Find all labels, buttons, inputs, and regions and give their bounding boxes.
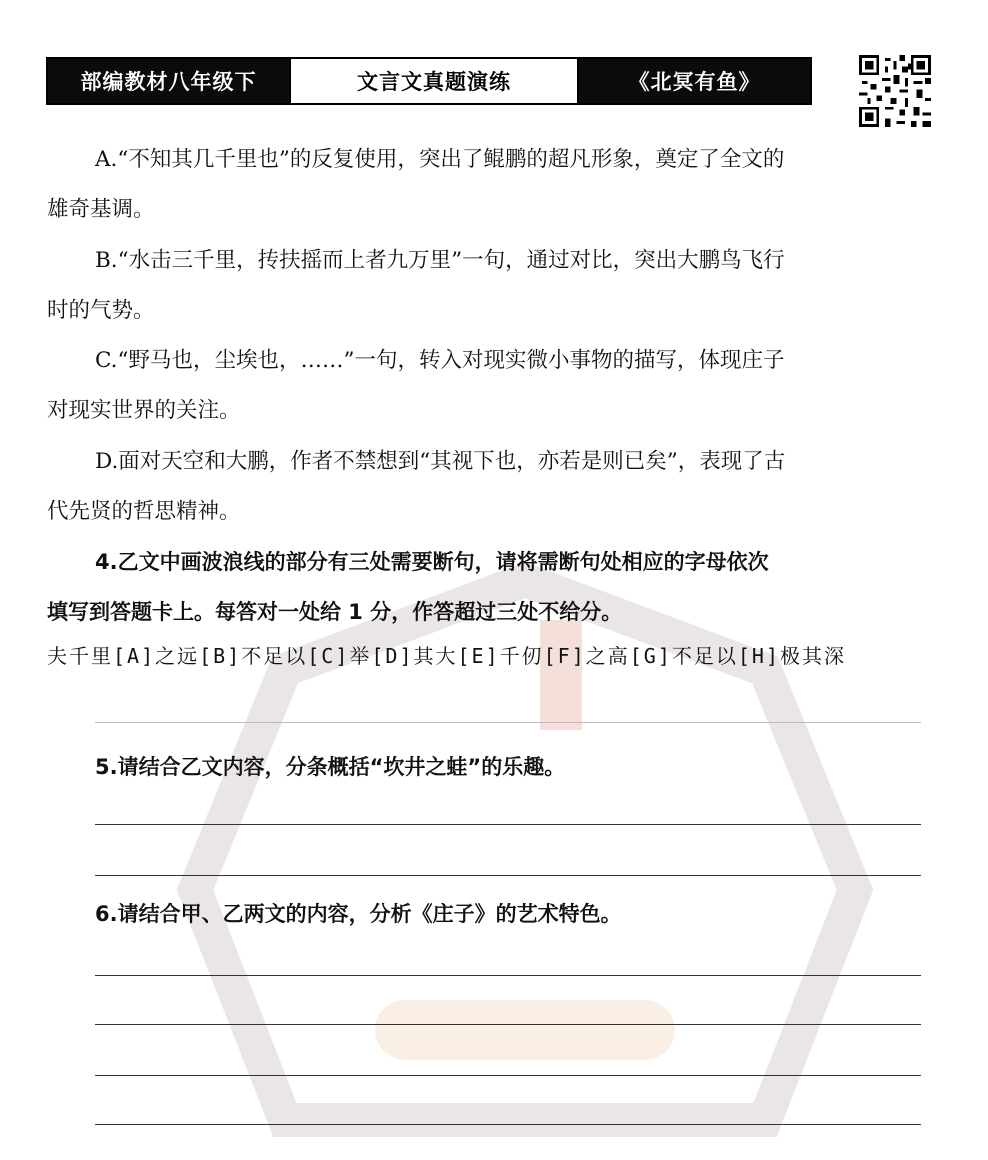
question-4: 4.乙文中画波浪线的部分有三处需要断句，请将需断句处相应的字母依次 填写到答题卡上。每答对一处给 1 分，作答超过三处不给分。 — [47, 550, 769, 624]
answer-line-q6-3[interactable] — [95, 1075, 921, 1076]
answer-line-q5-2[interactable] — [95, 875, 921, 876]
header-lesson: 《北冥有鱼》 — [579, 59, 810, 103]
header-title: 文言文真题演练 — [289, 59, 579, 103]
option-d: D.面对天空和大鹏，作者不禁想到“其视下也，亦若是则已矣”，表现了古 代先贤的哲思精神。 — [47, 449, 786, 524]
qr-code-icon — [858, 55, 932, 127]
answer-line-q4[interactable] — [95, 722, 921, 723]
option-b: B.“水击三千里，抟扶摇而上者九万里”一句，通过对比，突出大鹏鸟飞行 时的气势。 — [47, 248, 785, 323]
header-bar — [46, 57, 812, 105]
option-a: A.“不知其几千里也”的反复使用，突出了鲲鹏的超凡形象，奠定了全文的 雄奇基调。 — [47, 147, 785, 222]
answer-line-q5-1[interactable] — [95, 824, 921, 825]
punctuation-sentence: 夫千里[A]之远[B]不足以[C]举[D]其大[E]千仞[F]之高[G]不足以[H]极其深 — [47, 644, 846, 668]
question-6: 6.请结合甲、乙两文的内容，分析《庄子》的艺术特色。 — [95, 902, 622, 926]
answer-line-q6-4[interactable] — [95, 1124, 921, 1125]
header-grade: 部编教材八年级下 — [48, 59, 289, 103]
option-c: C.“野马也，尘埃也，……”一句，转入对现实微小事物的描写，体现庄子 对现实世界的关注。 — [47, 348, 785, 423]
question-5: 5.请结合乙文内容，分条概括“坎井之蛙”的乐趣。 — [95, 755, 566, 779]
answer-line-q6-2[interactable] — [95, 1024, 921, 1025]
answer-line-q6-1[interactable] — [95, 975, 921, 976]
